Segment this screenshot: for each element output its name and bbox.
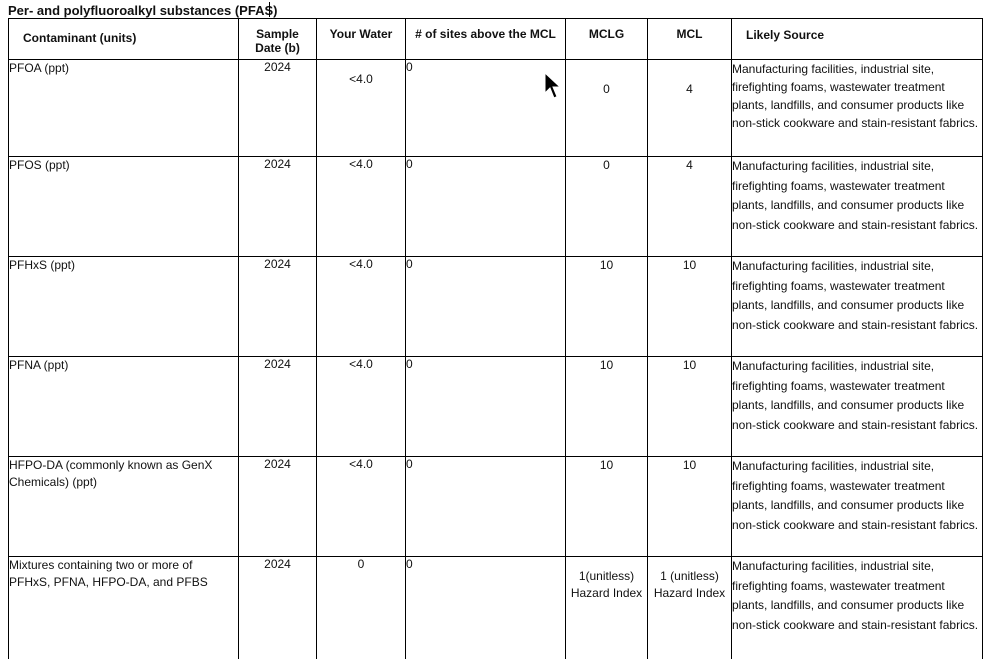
- likely-source-cell: Manufacturing facilities, industrial site, firefighting foams, wastewater treatment plants, landfills, and consumer products like non-stick cookware and stain-resistant fabrics.: [732, 557, 983, 659]
- mcl-cell: [648, 457, 732, 557]
- likely-source-cell: Manufacturing facilities, industrial site, firefighting foams, wastewater treatment plants, landfills, and consumer products like non-stick cookware and stain-resistant fabrics.: [732, 457, 983, 557]
- contaminant-cell: [9, 357, 239, 457]
- mcl-value: 10: [682, 258, 697, 272]
- mclg-cell: [566, 257, 648, 357]
- contaminant-cell: [9, 457, 239, 557]
- mclg-cell: [566, 357, 648, 457]
- pfas-table: [8, 18, 983, 659]
- table-title: Per- and polyfluoroalkyl substances (PFAS): [8, 3, 278, 18]
- header-sites-above-mcl: # of sites above the MCL: [406, 19, 566, 60]
- your-water-cell: <4.0: [317, 257, 406, 357]
- mcl-unit: Hazard Index: [653, 586, 726, 600]
- sites-above-mcl-cell: 0: [406, 60, 566, 157]
- mclg-cell: [566, 557, 648, 659]
- mcl-value: 4: [686, 158, 693, 172]
- sites-above-mcl-cell: 0: [406, 357, 566, 457]
- sample-date-cell: 2024: [239, 60, 317, 157]
- contaminant-name-cont: Chemicals) (ppt): [9, 475, 98, 489]
- table-row: [9, 357, 983, 457]
- your-water-cell: <4.0: [317, 157, 406, 257]
- header-likely-source: Likely Source: [732, 19, 983, 60]
- mcl-value: 4: [686, 82, 693, 96]
- sites-above-mcl-cell: 0: [406, 457, 566, 557]
- mclg-value: 0: [603, 158, 610, 172]
- mcl-cell: [648, 60, 732, 157]
- mcl-value: 1 (unitless): [660, 569, 719, 583]
- mclg-value: 10: [599, 458, 614, 472]
- likely-source-cell: Manufacturing facilities, industrial site, firefighting foams, wastewater treatment plants, landfills, and consumer products like non-stick cookware and stain-resistant fabrics.: [732, 157, 983, 257]
- header-mclg: MCLG: [566, 19, 648, 60]
- mclg-unit: Hazard Index: [570, 586, 643, 600]
- contaminant-name-cont: PFHxS, PFNA, HFPO-DA, and PFBS: [9, 575, 208, 589]
- table-row: [9, 157, 983, 257]
- table-row: [9, 257, 983, 357]
- your-water-cell: <4.0: [317, 457, 406, 557]
- contaminant-name: PFOS (ppt): [9, 158, 70, 172]
- mclg-cell: [566, 60, 648, 157]
- sample-date-cell: 2024: [239, 457, 317, 557]
- contaminant-cell: [9, 557, 239, 659]
- contaminant-name: PFNA (ppt): [9, 358, 69, 372]
- mclg-cell: [566, 457, 648, 557]
- mclg-value: 10: [599, 258, 614, 272]
- sample-date-cell: 2024: [239, 257, 317, 357]
- sample-date-cell: 2024: [239, 157, 317, 257]
- header-sample-date-line2: Date (b): [255, 41, 300, 55]
- likely-source-cell: Manufacturing facilities, industrial site, firefighting foams, wastewater treatment plants, landfills, and consumer products like non-stick cookware and stain-resistant fabrics.: [732, 257, 983, 357]
- sample-date-cell: 2024: [239, 557, 317, 659]
- table-row: [9, 457, 983, 557]
- likely-source-cell: Manufacturing facilities, industrial site, firefighting foams, wastewater treatment plants, landfills, and consumer products like non-stick cookware and stain-resistant fabrics.: [732, 60, 983, 157]
- mcl-cell: [648, 157, 732, 257]
- contaminant-name: HFPO-DA (commonly known as GenX: [9, 458, 213, 472]
- header-sample-date: [239, 19, 317, 60]
- mclg-value: 0: [603, 82, 610, 96]
- header-your-water: Your Water: [317, 19, 406, 60]
- your-water-cell: <4.0: [317, 357, 406, 457]
- contaminant-name: PFHxS (ppt): [9, 258, 76, 272]
- contaminant-cell: [9, 60, 239, 157]
- sites-above-mcl-cell: 0: [406, 157, 566, 257]
- header-contaminant: Contaminant (units): [9, 19, 239, 60]
- text-cursor: [269, 2, 270, 17]
- contaminant-cell: [9, 157, 239, 257]
- header-mcl: MCL: [648, 19, 732, 60]
- header-sample-date-line1: Sample: [256, 27, 299, 41]
- sites-above-mcl-cell: 0: [406, 257, 566, 357]
- contaminant-name: PFOA (ppt): [9, 61, 70, 75]
- mouse-pointer-icon: [544, 72, 562, 100]
- contaminant-cell: [9, 257, 239, 357]
- mclg-value: 10: [599, 358, 614, 372]
- contaminant-name: Mixtures containing two or more of: [9, 558, 193, 572]
- mcl-cell: [648, 557, 732, 659]
- header-row: [9, 19, 983, 60]
- your-water-cell: <4.0: [317, 60, 406, 157]
- mcl-value: 10: [682, 458, 697, 472]
- mcl-value: 10: [682, 358, 697, 372]
- sample-date-cell: 2024: [239, 357, 317, 457]
- sites-above-mcl-cell: 0: [406, 557, 566, 659]
- mclg-cell: [566, 157, 648, 257]
- mclg-value: 1(unitless): [578, 569, 635, 583]
- mcl-cell: [648, 257, 732, 357]
- table-row: [9, 557, 983, 659]
- your-water-cell: 0: [317, 557, 406, 659]
- table-row: [9, 60, 983, 157]
- mcl-cell: [648, 357, 732, 457]
- likely-source-cell: Manufacturing facilities, industrial site, firefighting foams, wastewater treatment plants, landfills, and consumer products like non-stick cookware and stain-resistant fabrics.: [732, 357, 983, 457]
